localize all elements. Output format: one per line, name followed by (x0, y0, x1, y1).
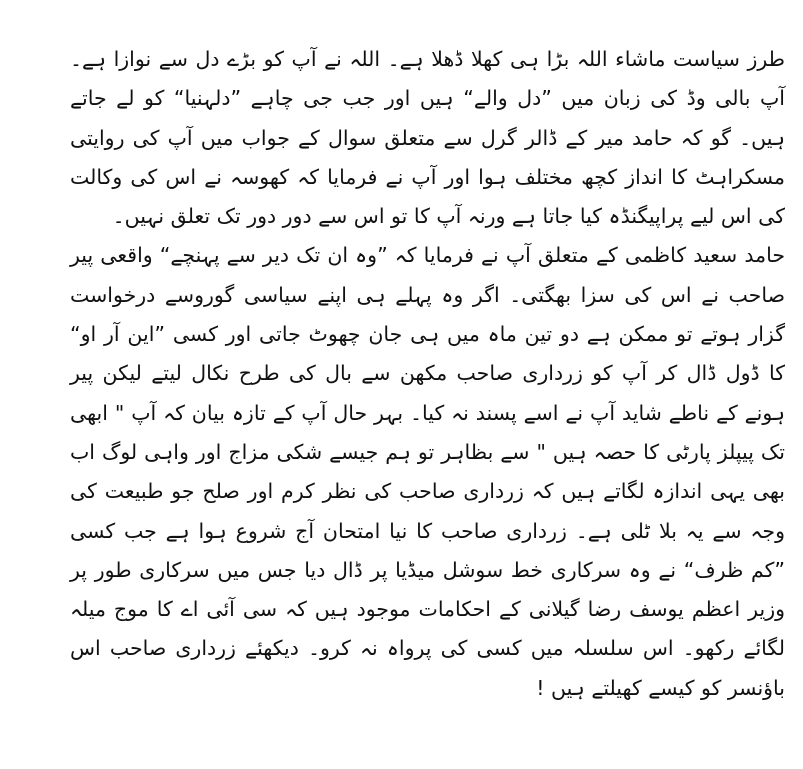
paragraph-2: حامد سعید کاظمی کے متعلق آپ نے فرمایا کہ ”وہ ان تک دیر سے پہنچے“ واقعی پیر صاحب نے اس کی سزا بھگتی۔ اگر وہ پہلے ہی اپنے سیاسی گوروسے درخواست گزار ہوتے تو ممکن ہے دو تین ماہ میں ہی جان چھوٹ جاتی اور کسی ”این آر او“ کا ڈول ڈال کر آپ کو زرداری صاحب مکھن سے بال کی طرح نکال لیتے لیکن پیر ہونے کے ناطے شاید آپ نے اسے پسند نہ کیا۔ بہر حال آپ کے تازہ بیان کہ آپ " ابھی تک پیپلز پارٹی کا حصہ ہیں " سے بظاہر تو ہم جیسے شکی مزاج اور واہی لوگ اب بھی یہی اندازہ لگاتے ہیں کہ زرداری صاحب کی نظر کرم اور صلح جو طبیعت کی وجہ سے یہ بلا ٹلی ہے۔ زرداری صاحب کا نیا امتحان آج شروع ہوا ہے جب کسی ”کم ظرف“ نے وہ سرکاری خط سوشل میڈیا پر ڈال دیا جس میں سرکاری طور پر وزیر اعظم یوسف رضا گیلانی کے احکامات موجود ہیں کہ سی آئی اے کا موج میلہ لگائے رکھو۔ اس سلسلہ میں کسی کی پرواہ نہ کرو۔ دیکھئے زرداری صاحب اس باؤنسر کو کیسے کھیلتے ہیں ! (70, 243, 785, 700)
article-body (70, 40, 785, 708)
paragraph-1: طرز سیاست ماشاء اللہ بڑا ہی کھلا ڈھلا ہے۔ اللہ نے آپ کو بڑے دل سے نوازا ہے۔ آپ بالی وڈ کی زبان میں ”دل والے“ ہیں اور جب جی چاہے ”دلہنیا“ کو لے جاتے ہیں۔ گو کہ حامد میر کے ڈالر گرل سے متعلق سوال کے جواب میں آپ کی روایتی مسکراہٹ کا انداز کچھ مختلف ہوا اور آپ نے فرمایا کہ کھوسہ نے اس کی وکالت کی اس لیے پراپیگنڈہ کیا جاتا ہے ورنہ آپ کا تو اس سے دور دور تک تعلق نہیں۔ (70, 47, 785, 229)
